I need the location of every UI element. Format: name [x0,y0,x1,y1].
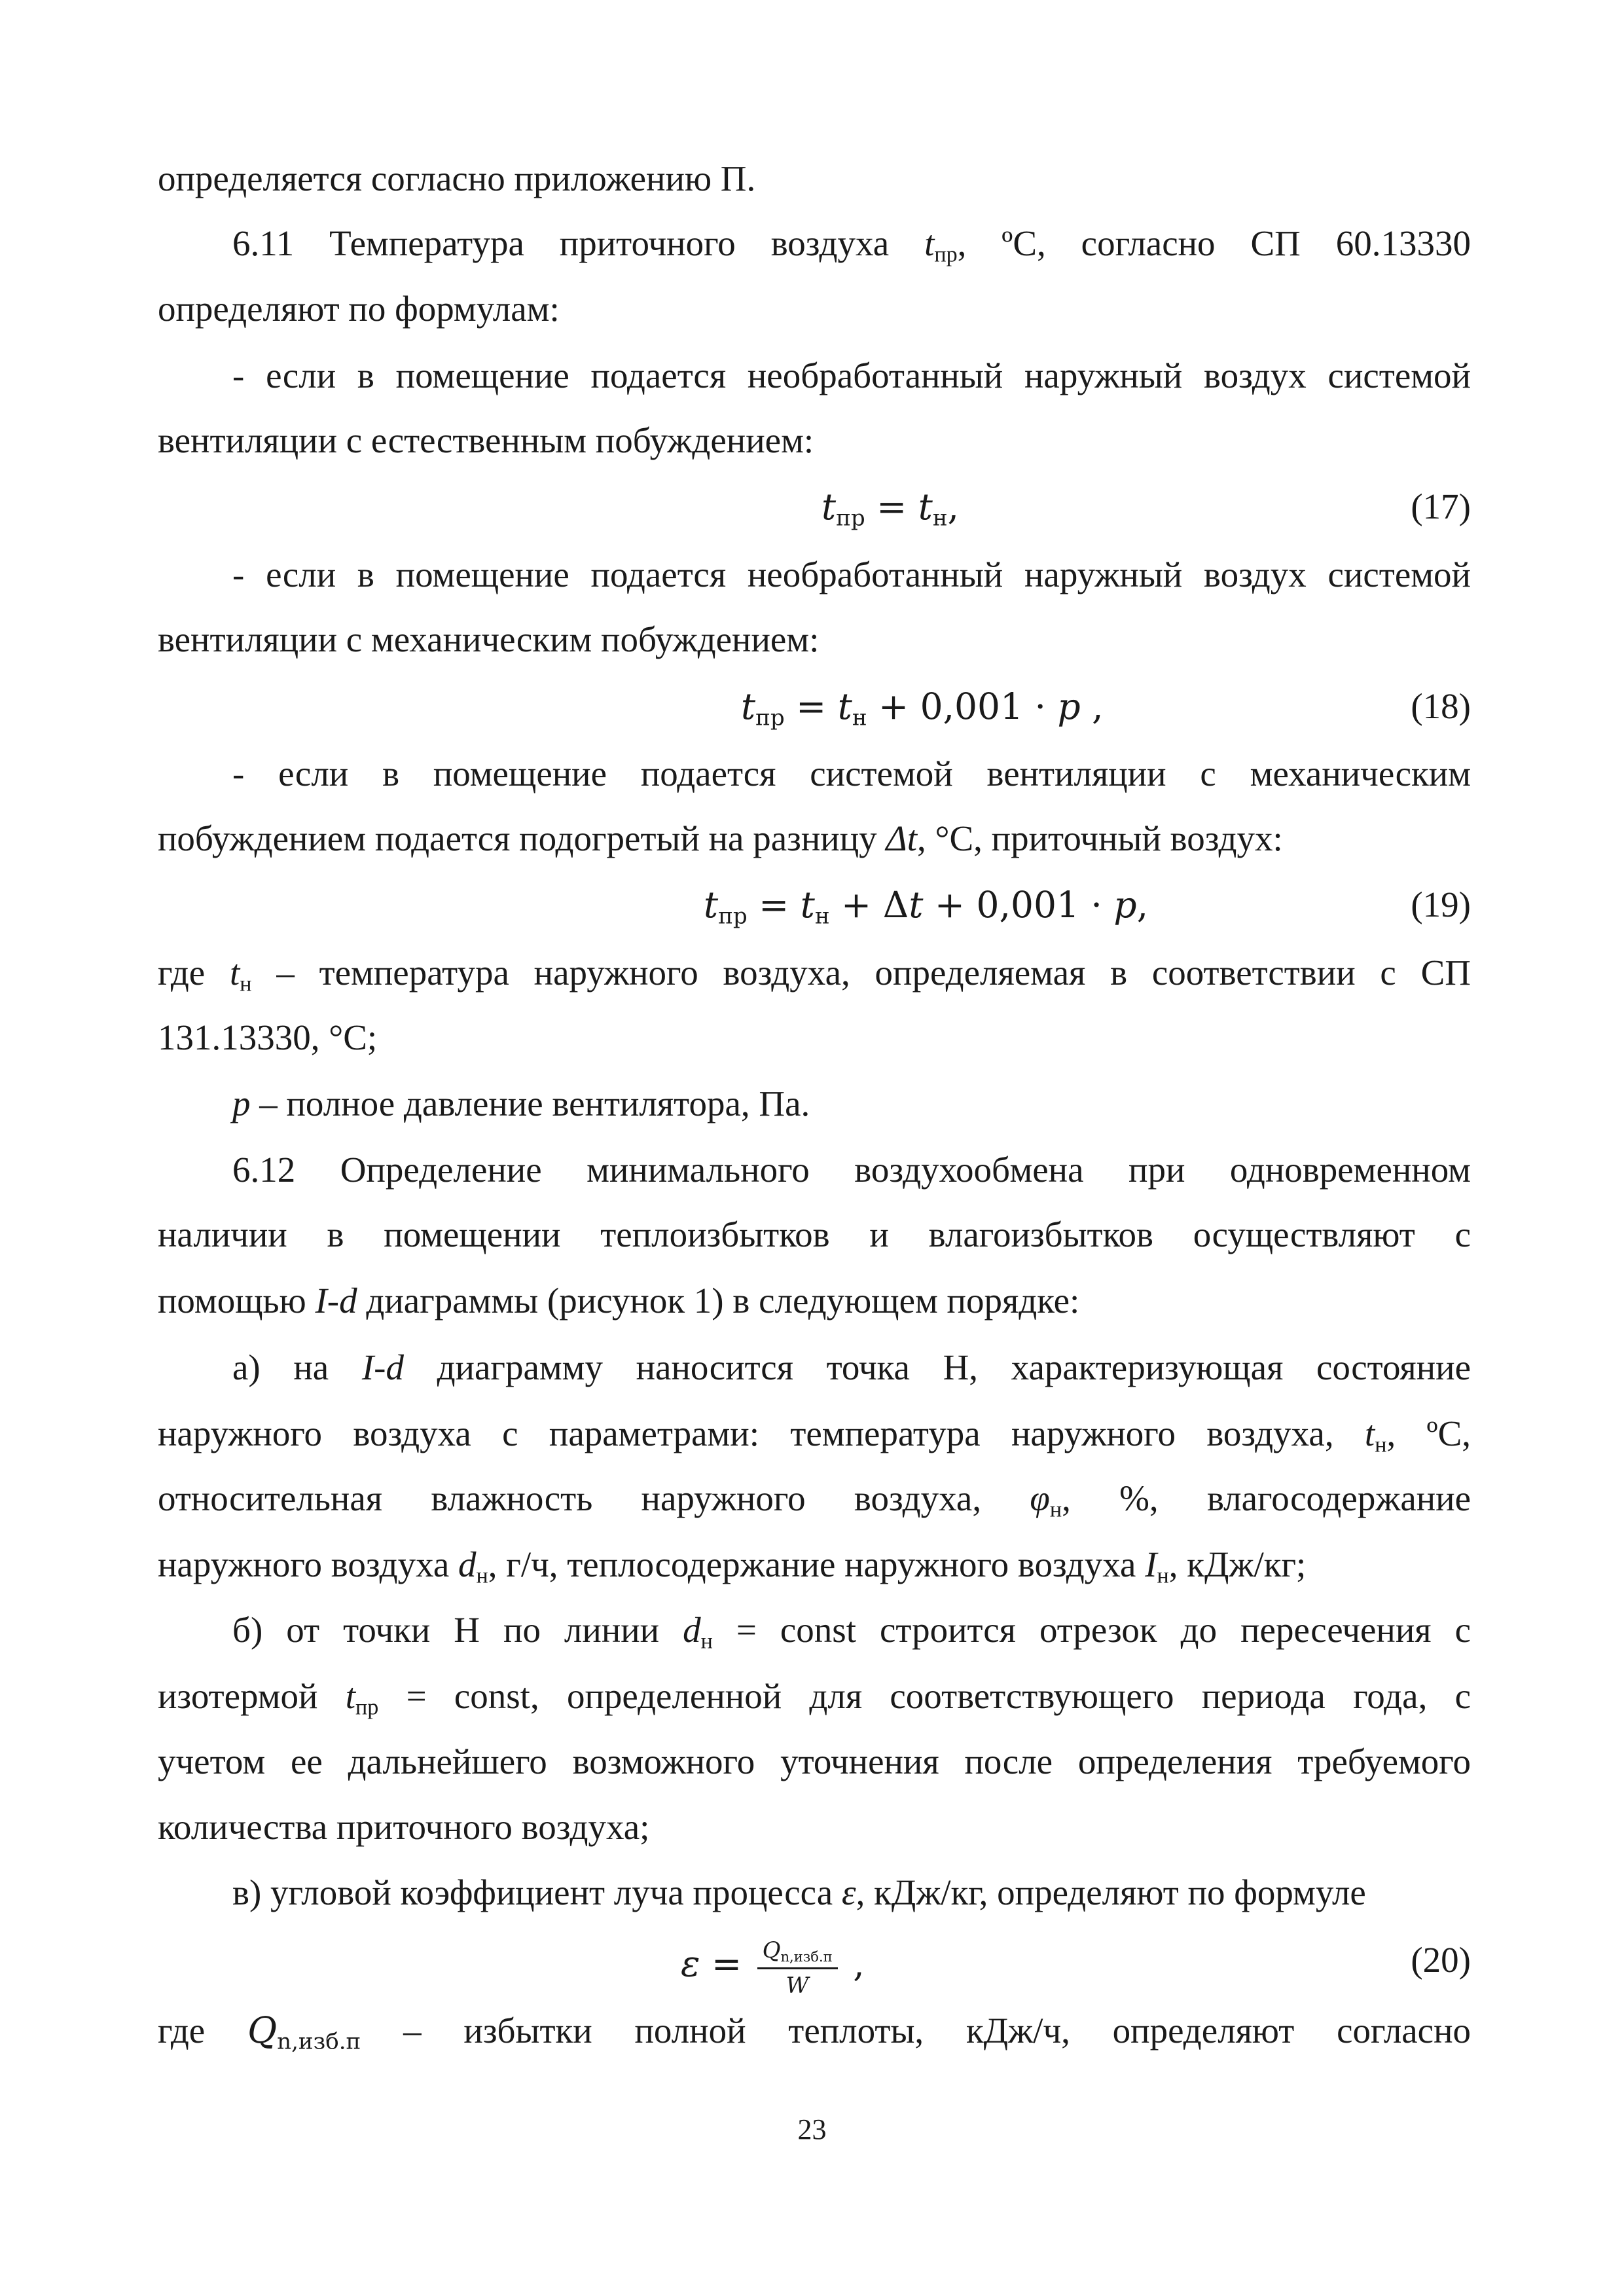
text-segment: – температура наружного воздуха, определяемая в соответствии с СП [276,953,1471,993]
text-segment: а) на [232,1347,329,1387]
symbol-phi: φ [1030,1478,1050,1518]
text-segment: количества приточного воздуха; [158,1807,650,1847]
text-line [158,1804,1471,1851]
equation-number: (19) [1411,884,1471,924]
text-line [158,1541,1471,1588]
text-segment: 6.11 Температура приточного воздуха [232,223,890,263]
text-segment: , °С, приточный воздух: [916,818,1283,858]
equation-number: (20) [1411,1940,1471,1980]
item-v-line [232,1869,1471,1916]
symbol-q: Q [247,2009,278,2051]
text-line [232,750,1471,797]
text-segment: относительная влажность наружного воздуха, [158,1478,982,1518]
text-segment: , ºС, [1386,1413,1471,1453]
text-line [158,616,1471,663]
text-segment: помощью [158,1281,306,1321]
symbol-subscript: н [240,972,252,996]
text-segment: наружного воздуха [158,1544,450,1584]
text-line [158,1475,1471,1522]
text-segment: - если в помещение подается необработанный наружный воздух системой [232,555,1471,594]
text-segment: определяется согласно приложению П. [158,158,756,198]
symbol-subscript: пр [355,1695,379,1720]
text-segment: где [158,2011,206,2050]
text-line [232,1080,1471,1127]
item-a-line [232,1344,1471,1391]
symbol-delta-t: Δt [886,818,917,858]
text-line [232,352,1471,399]
symbol-subscript: н [476,1563,488,1588]
text-segment: в) угловой коэффициент луча процесса [232,1872,833,1912]
text-line [158,1211,1471,1258]
symbol-i: I [1145,1544,1157,1584]
text-segment: вентиляции с естественным побуждением: [158,420,814,460]
text-line [158,155,1471,202]
paragraph-6-12-line [232,1146,1471,1194]
text-segment: = const строится отрезок до пересечения с [736,1610,1471,1650]
text-segment: наружного воздуха с параметрами: температура наружного воздуха, [158,1413,1334,1453]
text-segment: - если в помещение подается системой вентиляции с механическим [232,754,1471,793]
symbol-t: t [1364,1413,1375,1453]
item-b-line [232,1607,1471,1654]
symbol-t: t [230,953,240,993]
equation-18: $t_{пр} = t_н + 0,001 \cdot p$ , [741,685,1104,731]
text-segment: побуждением подается подогретый на разницу [158,818,877,858]
text-segment: , %, влагосодержание [1062,1478,1471,1518]
text-segment: , г/ч, теплосодержание наружного воздуха [488,1544,1136,1584]
equation-20: ε = $\frac{Q_{n,изб.п}}{W}$ , [681,1937,865,1999]
text-segment: , кДж/кг; [1168,1544,1307,1584]
text-segment: учетом ее дальнейшего возможного уточнения после определения требуемого [158,1741,1471,1781]
symbol-t: t [924,223,935,263]
text-segment: где [158,953,206,993]
text-segment: 6.12 Определение минимального воздухообмена при одновременном [232,1150,1471,1190]
text-segment: – избытки полной теплоты, кДж/ч, определяют согласно [403,2011,1471,2050]
equation-19: $t_{пр} = t_н + \Delta t + 0,001 \cdot p$, [704,884,1149,930]
text-segment: диаграмму наносится точка Н, характеризующая состояние [437,1347,1471,1387]
symbol-d: d [458,1544,477,1584]
symbol-t: t [345,1676,356,1716]
text-line [158,1277,1471,1324]
text-segment: , кДж/кг, определяют по формуле [856,1872,1366,1912]
text-segment: - если в помещение подается необработанный наружный воздух системой [232,355,1471,395]
symbol-subscript: н [1049,1497,1062,1522]
text-line [158,815,1471,862]
text-segment: б) от точки Н по линии [232,1610,660,1650]
symbol-subscript: н [700,1629,713,1654]
equation-17: $t_{пр} = t_н$, [821,486,960,532]
symbol-subscript: н [1375,1432,1387,1457]
text-line [158,1738,1471,1785]
paragraph-6-11-line [232,220,1471,267]
symbol-i-d: I-d [361,1347,404,1387]
equation-number: (17) [1411,486,1471,526]
symbol-subscript: n,изб.п [277,2028,361,2055]
text-line [158,417,1471,464]
fraction: $\frac{Q_{n,изб.п}}{W}$ [757,1937,838,1999]
symbol-d: d [683,1610,701,1650]
symbol-p: p [232,1084,251,1123]
text-segment: диаграммы (рисунок 1) в следующем порядке: [366,1281,1080,1321]
text-line [232,551,1471,598]
text-segment: наличии в помещении теплоизбытков и влагоизбытков осуществляют с [158,1214,1471,1254]
text-line [158,1410,1471,1457]
text-segment: , ºС, согласно СП 60.13330 [957,223,1471,263]
text-line [158,1014,1471,1061]
text-line [158,285,1471,333]
text-segment: определяют по формулам: [158,289,560,329]
equation-number: (18) [1411,686,1471,726]
text-line [158,949,1471,996]
symbol-i-d: I-d [315,1281,357,1321]
text-segment: – полное давление вентилятора, Па. [259,1084,810,1123]
text-line [158,2007,1471,2054]
symbol-subscript: н [1157,1563,1169,1588]
text-segment: = const, определенной для соответствующего периода года, с [406,1676,1471,1716]
symbol-epsilon: ε [841,1872,856,1912]
text-segment: 131.13330, °С; [158,1017,378,1057]
text-line [158,1673,1471,1720]
text-segment: изотермой [158,1676,318,1716]
text-segment: вентиляции с механическим побуждением: [158,619,820,659]
page-number: 23 [797,2113,827,2145]
symbol-subscript: пр [934,242,958,267]
